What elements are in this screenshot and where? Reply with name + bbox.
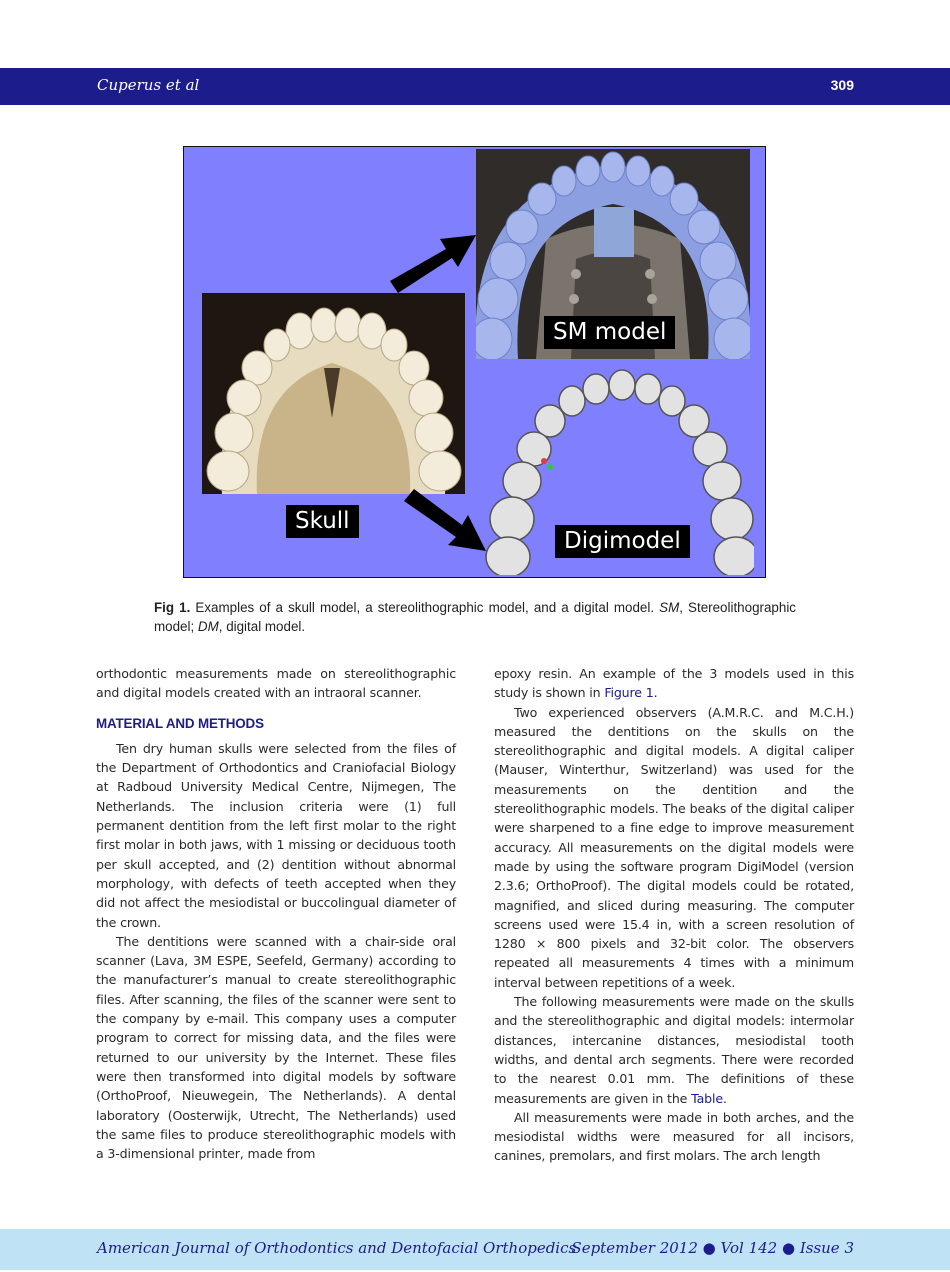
paragraph-scanning: The dentitions were scanned with a chair-side oral scanner (Lava, 3M ESPE, Seefeld, Germany) according to the manufacturer’s manual to create stereolithographic files. After scanning, the files of the scanner were sent to the company by e-mail. This company uses a computer program to correct for missing data, and the files were returned to our university by the Internet. These files were then transformed into digital models by software (OrthoProof, Nieuwegein, The Netherlands). A dental laboratory (Oosterwijk, Utrecht, The Netherlands) used the same files to produce stereolithographic models with a 3-dimensional printer, made from bbox=[96, 933, 456, 1162]
arrow-to-sm-icon bbox=[386, 231, 480, 297]
label-sm-model: SM model bbox=[544, 316, 675, 349]
paragraph-measurements bbox=[494, 992, 854, 1108]
caption-text-3: , digital model. bbox=[218, 619, 306, 634]
caption-text-2: , Stereolithographic model; bbox=[154, 600, 796, 634]
arrow-to-digimodel-icon bbox=[400, 487, 490, 555]
caption-abbr-dm: DM bbox=[197, 619, 219, 634]
text-span: . bbox=[722, 1090, 727, 1106]
label-digimodel: Digimodel bbox=[555, 525, 690, 558]
paragraph-observers: Two experienced observers (A.M.R.C. and M.C.H.) measured the dentitions on the skulls on the stereolithographic and digital models. A digital caliper (Mauser, Winterthur, Switzerland) was used for the measurements on the dentition and the stereolithographic models. The beaks of the digital caliper were sharpened to a fine edge to improve measurement accuracy. All measurements on the digital models were made by using the software program DigiModel (version 2.3.6; OrthoProof). The digital models could be rotated, magnified, and sliced during measuring. The computer screens used were 15.4 in, with a screen resolution of 1280 × 800 pixels and 32-bit color. The observers repeated all measurements 4 times with a minimum interval between repetitions of a week. bbox=[494, 704, 854, 990]
caption-abbr-sm: SM bbox=[659, 600, 680, 615]
running-header bbox=[0, 68, 950, 105]
right-column bbox=[494, 664, 854, 1166]
skull-illustration bbox=[202, 293, 465, 494]
left-column bbox=[96, 664, 456, 1163]
text-span: The following measurements were made on the skulls and the stereolithographic and digital models: intermolar distances, intercanine distances, mesiodistal tooth widths, and dental arch segments. There were recorded to the nearest 0.01 mm. The definitions of these measurements are given in the bbox=[494, 994, 854, 1106]
figure-caption bbox=[154, 598, 796, 636]
paragraph-arches: All measurements were made in both arches, and the mesiodistal widths were measured for all incisors, canines, premolars, and first molars. The arch length bbox=[494, 1109, 854, 1164]
text-span: epoxy resin. An example of the 3 models used in this study is shown in bbox=[494, 666, 854, 701]
section-heading-methods: MATERIAL AND METHODS bbox=[96, 715, 264, 731]
running-header-author: Cuperus et al bbox=[97, 76, 200, 94]
running-footer bbox=[0, 1229, 950, 1270]
skull-photo bbox=[202, 293, 465, 494]
figure-1 bbox=[183, 146, 766, 578]
figure-1-link[interactable]: Figure 1 bbox=[604, 685, 654, 701]
caption-text-1: Examples of a skull model, a stereolithographic model, and a digital model. bbox=[190, 600, 660, 615]
table-link[interactable]: Table bbox=[691, 1090, 723, 1106]
label-skull: Skull bbox=[286, 505, 359, 538]
issue-info: September 2012 ● Vol 142 ● Issue 3 bbox=[571, 1239, 854, 1257]
page-number: 309 bbox=[830, 77, 854, 93]
caption-label: Fig 1. bbox=[154, 600, 191, 615]
journal-name: American Journal of Orthodontics and Dentofacial Orthopedics bbox=[97, 1239, 577, 1257]
paragraph-selection: Ten dry human skulls were selected from the files of the Department of Orthodontics and Craniofacial Biology at Radboud University Medical Centre, Nijmegen, The Netherlands. The inclusion criteria were (1) full permanent dentition from the left first molar to the right first molar in both jaws, with 1 missing or deciduous tooth per skull accepted, and (2) dentition without abnormal morphology, with defects of teeth accepted when they did not affect the mesiodistal or buccolingual diameter of the crown. bbox=[96, 740, 456, 930]
paragraph-epoxy bbox=[494, 664, 854, 703]
text-span: . bbox=[653, 685, 658, 701]
paragraph-continuation: orthodontic measurements made on stereolithographic and digital models created with an intraoral scanner. bbox=[96, 666, 456, 701]
